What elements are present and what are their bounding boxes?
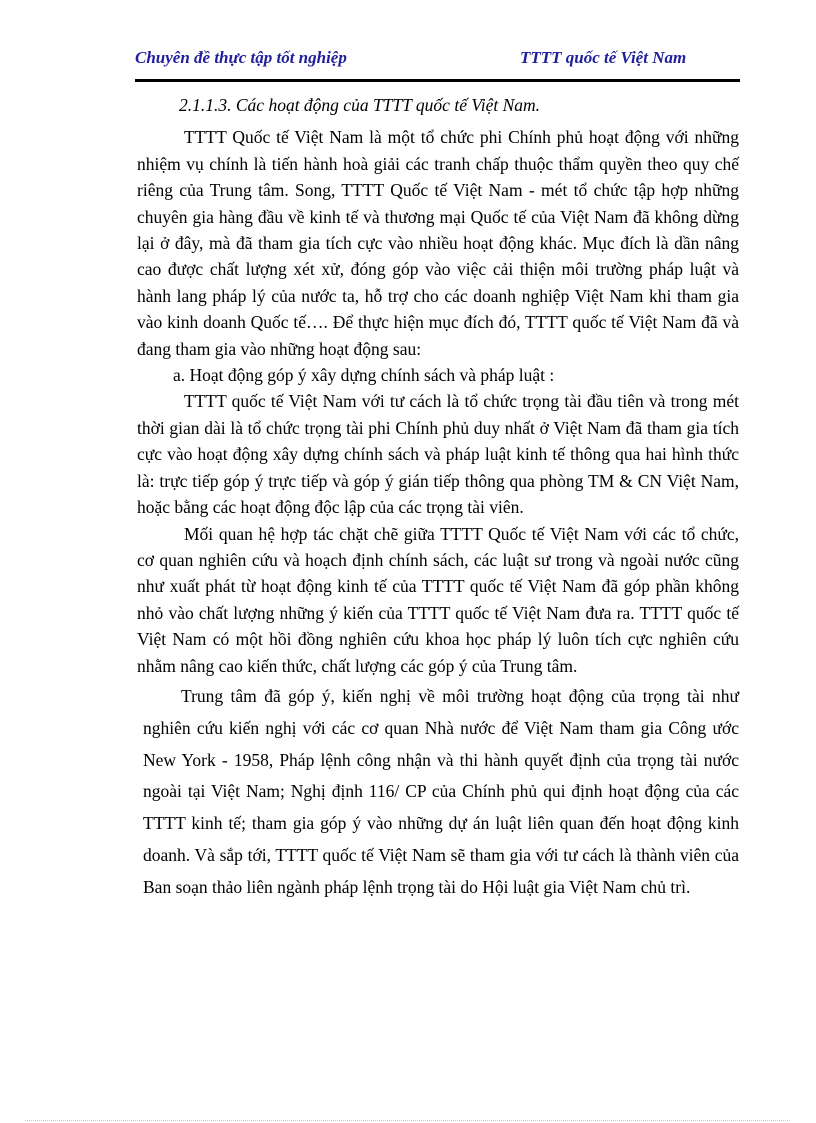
section-subheading: 2.1.1.3. Các hoạt động của TTTT quốc tế Việt Nam.	[179, 95, 541, 115]
paragraph-item-a-body: TTTT quốc tế Việt Nam với tư cách là tổ chức trọng tài đầu tiên và trong mét thời gian dài là tổ chức trọng tài phi Chính phủ duy nhất ở Việt Nam đã tham gia tích cực vào hoạt động xây dựng chính sách và pháp luật kinh tế thông qua hai hình thức là: trực tiếp góp ý trực tiếp và góp ý gián tiếp thông qua phòng TM & CN Việt Nam, hoặc bằng các hoạt động độc lập của các trọng tài viên.	[137, 391, 739, 518]
paragraph-intro: TTTT Quốc tế Việt Nam là một tổ chức phi Chính phủ hoạt động với những nhiệm vụ chính là tiến hành hoà giải các tranh chấp thuộc thẩm quyền theo quy chế riêng của Trung tâm. Song, TTTT Quốc tế Việt Nam - mét tổ chức tập hợp những chuyên gia hàng đầu về kinh tế và thương mại Quốc tế của Việt Nam đã không dừng lại ở đây, mà đã tham gia tích cực vào nhiều hoạt động khác. Mục đích là dần nâng cao được chất lượng xét xử, đóng góp vào việc cải thiện môi trường pháp luật và hành lang pháp lý của nước ta, hỗ trợ cho các doanh nghiệp Việt Nam khi tham gia vào kinh doanh Quốc tế…. Để thực hiện mục đích đó, TTTT quốc tế Việt Nam đã và đang tham gia vào những hoạt động sau:	[137, 127, 739, 359]
header-right-title: TTTT quốc tế Việt Nam	[520, 48, 687, 67]
header-left-title: Chuyên đề thực tập tốt nghiệp	[135, 48, 347, 67]
list-item-a: a. Hoạt động góp ý xây dựng chính sách và pháp luật :	[173, 365, 555, 386]
paragraph-recommendations: Trung tâm đã góp ý, kiến nghị về môi trường hoạt động của trọng tài như nghiên cứu kiến nghị với các cơ quan Nhà nước để Việt Nam tham gia Công ước New York - 1958, Pháp lệnh công nhận và thi hành quyết định của trọng tài nước ngoài tại Việt Nam; Nghị định 116/ CP của Chính phủ qui định hoạt động của các TTTT kinh tế; tham gia góp ý vào những dự án luật liên quan đến hoạt động kinh doanh. Và sắp tới, TTTT quốc tế Việt Nam sẽ tham gia với tư cách là thành viên của Ban soạn thảo liên ngành pháp lệnh trọng tài do Hội luật gia Việt Nam chủ trì.	[143, 685, 739, 897]
page-header	[135, 48, 740, 72]
document-body	[137, 92, 739, 904]
header-rule	[135, 79, 740, 82]
paragraph-cooperation: Mối quan hệ hợp tác chặt chẽ giữa TTTT Quốc tế Việt Nam với các tổ chức, cơ quan nghiên cứu và hoạch định chính sách, các luật sư trong và ngoài nước cũng như xuất phát từ hoạt động kinh tế của TTTT quốc tế Việt Nam đã góp phần không nhỏ vào chất lượng những ý kiến của TTTT quốc tế Việt Nam đưa ra. TTTT quốc tế Việt Nam có một hồi đồng nghiên cứu khoa học pháp lý luôn tích cực nghiên cứu nhằm nâng cao kiến thức, chất lượng các góp ý của Trung tâm.	[137, 523, 739, 676]
footer-dotted-line	[25, 1120, 790, 1121]
